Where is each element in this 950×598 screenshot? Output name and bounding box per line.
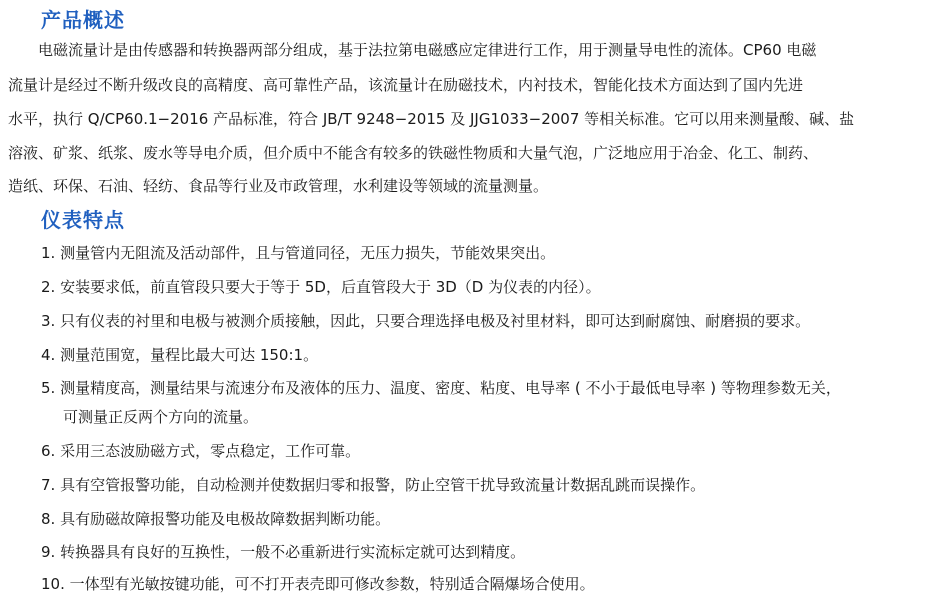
feature-item-5: 5. 测量精度高，测量结果与流速分布及液体的压力、温度、密度、粘度、电导率 ( 不小于最低电导率 ) 等物理参数无关， xyxy=(41,379,841,397)
feature-item-9: 9. 转换器具有良好的互换性，一般不必重新进行实流标定就可达到精度。 xyxy=(41,543,526,561)
overview-heading: 产品概述 xyxy=(41,8,125,32)
overview-line-3: 水平，执行 Q/CP60.1−2016 产品标准，符合 JB/T 9248−2015 及 JJG1033−2007 等相关标准。它可以用来测量酸、碱、盐 xyxy=(8,110,855,128)
feature-item-1: 1. 测量管内无阻流及活动部件，且与管道同径，无压力损失，节能效果突出。 xyxy=(41,244,556,262)
feature-item-4: 4. 测量范围宽，量程比最大可达 150:1。 xyxy=(41,346,319,364)
feature-item-7: 7. 具有空管报警功能，自动检测并使数据归零和报警，防止空管干扰导致流量计数据乱跳而误操作。 xyxy=(41,476,706,494)
overview-line-5: 造纸、环保、石油、轻纺、食品等行业及市政管理，水利建设等领域的流量测量。 xyxy=(8,177,549,195)
overview-line-2: 流量计是经过不断升级改良的高精度、高可靠性产品，该流量计在励磁技术，内衬技术，智能化技术方面达到了国内先进 xyxy=(8,76,804,94)
overview-line-4: 溶液、矿浆、纸浆、废水等导电介质，但介质中不能含有较多的铁磁性物质和大量气泡，广泛地应用于冶金、化工、制药、 xyxy=(8,144,819,162)
feature-item-6: 6. 采用三态波励磁方式，零点稳定，工作可靠。 xyxy=(41,442,361,460)
feature-item-8: 8. 具有励磁故障报警功能及电极故障数据判断功能。 xyxy=(41,510,391,528)
feature-item-10: 10. 一体型有光敏按键功能，可不打开表壳即可修改参数，特别适合隔爆场合使用。 xyxy=(41,575,595,593)
features-heading: 仪表特点 xyxy=(41,208,125,232)
overview-line-1: 电磁流量计是由传感器和转换器两部分组成，基于法拉第电磁感应定律进行工作，用于测量导电性的流体。CP60 电磁 xyxy=(38,41,817,59)
feature-item-2: 2. 安装要求低，前直管段只要大于等于 5D，后直管段大于 3D（D 为仪表的内径）。 xyxy=(41,278,601,296)
feature-item-5-continuation: 可测量正反两个方向的流量。 xyxy=(63,408,259,426)
feature-item-3: 3. 只有仪表的衬里和电极与被测介质接触，因此，只要合理选择电极及衬里材料，即可达到耐腐蚀、耐磨损的要求。 xyxy=(41,312,811,330)
